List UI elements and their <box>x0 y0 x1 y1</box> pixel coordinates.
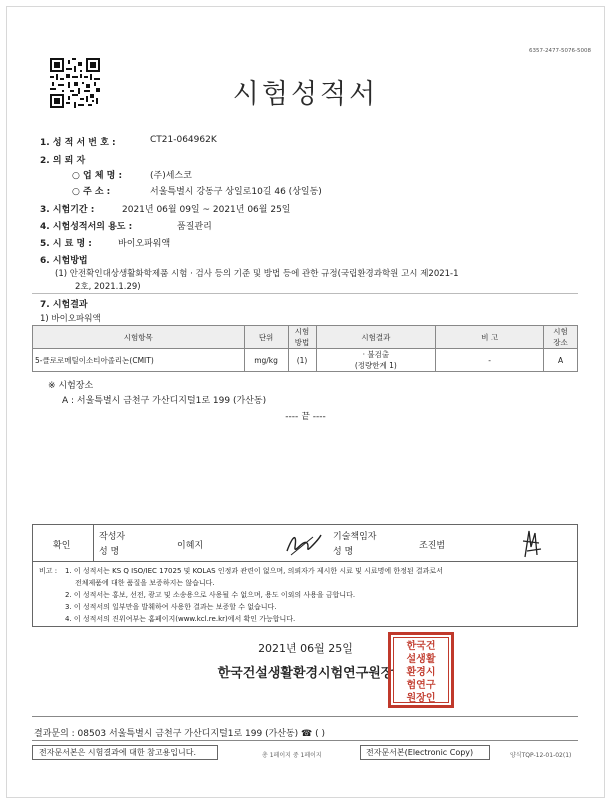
table-row <box>33 349 578 372</box>
sign-divider <box>93 525 94 561</box>
header-method-line2: 방법 <box>294 338 310 347</box>
writer-name: 이혜지 <box>177 541 204 551</box>
footer-page: 총 1페이지 중 1페이지 <box>262 752 322 759</box>
note-1a: 1. 이 성적서는 KS Q ISO/IEC 17025 및 KOLAS 인정과 관련이 없으며, 의뢰자가 제시한 시료 및 시료명에 한정된 결과로서 <box>65 567 443 575</box>
field-report-number-value: CT21-064962K <box>150 135 217 145</box>
notes-block <box>32 561 578 627</box>
seal-line-3: 환경시 <box>406 667 436 678</box>
tech-title: 기술책임자 <box>333 532 377 542</box>
official-seal <box>388 632 454 708</box>
signature-block <box>32 524 578 562</box>
header-remark: 비 고 <box>436 326 544 349</box>
field-results-sub: 1) 바이오파워액 <box>40 314 101 324</box>
field-sample-value: 바이오파워액 <box>118 239 171 249</box>
header-result: 시험결과 <box>316 326 436 349</box>
seal-line-5: 원장인 <box>406 693 436 704</box>
footer-divider-2 <box>32 740 578 741</box>
field-report-number-label: 1. 성 적 서 번 호 : <box>40 138 116 148</box>
field-method-line2: 2호, 2021.1.29) <box>75 282 141 292</box>
cell-unit: mg/kg <box>244 349 288 372</box>
field-company-value: (주)세스코 <box>150 171 192 181</box>
notes-label: 비고 : <box>39 567 58 575</box>
cell-result-line1: · 불검출 <box>362 350 390 359</box>
seal-line-2: 설생활 <box>406 654 436 665</box>
divider <box>32 293 578 294</box>
field-company-label: ○ 업 체 명 : <box>72 171 123 181</box>
writer-signature-icon <box>283 529 325 559</box>
document-code: 6357-2477-5076-5008 <box>529 48 591 54</box>
header-method <box>288 326 316 349</box>
cell-result-line2: (정량한계 1) <box>354 361 397 370</box>
issue-date: 2021년 06월 25일 <box>258 642 353 655</box>
footer-electronic-copy-box: 전자문서본(Electronic Copy) <box>360 745 490 760</box>
note-4: 4. 이 성적서의 진위여부는 홈페이지(www.kcl.re.kr)에서 확인 가능합니다. <box>65 615 296 623</box>
field-requester-label: 2. 의 뢰 자 <box>40 156 86 166</box>
place-note: ※ 시험장소 <box>48 381 94 391</box>
header-item: 시험항목 <box>33 326 245 349</box>
cell-item: 5-클로로메틸이소티아졸리논(CMIT) <box>33 349 245 372</box>
field-purpose-value: 품질관리 <box>177 222 212 232</box>
cell-remark: - <box>436 349 544 372</box>
document-title: 시험성적서 <box>232 79 379 110</box>
institute-name: 한국건설생활환경시험연구원장 <box>217 666 394 681</box>
field-period-value: 2021년 06월 09일 ~ 2021년 06월 25일 <box>122 205 291 215</box>
place-a: A : 서울특별시 금천구 가산디지털1로 199 (가산동) <box>62 396 267 406</box>
cell-place: A <box>544 349 578 372</box>
field-address-label: ○ 주 소 : <box>72 187 111 197</box>
field-address-value: 서울특별시 강동구 상일로10길 46 (상일동) <box>150 187 322 197</box>
header-unit: 단위 <box>244 326 288 349</box>
cell-method: (1) <box>288 349 316 372</box>
header-place <box>544 326 578 349</box>
field-period-label: 3. 시험기간 : <box>40 205 95 215</box>
note-3: 3. 이 성적서의 일부만을 발췌하여 사용한 결과는 보증할 수 없습니다. <box>65 603 277 611</box>
tech-name: 조진범 <box>419 541 446 551</box>
footer-form-code: 양식TQP-12-01-02(1) <box>510 752 572 759</box>
field-method-label: 6. 시험방법 <box>40 256 88 266</box>
results-table <box>32 325 578 372</box>
field-sample-label: 5. 시 료 명 : <box>40 239 92 249</box>
footer-notice-box: 전자문서본은 시험결과에 대한 참고용입니다. <box>32 745 218 760</box>
confirm-label: 확인 <box>53 541 71 551</box>
writer-name-label: 성 명 <box>99 547 120 557</box>
tech-name-label: 성 명 <box>333 547 354 557</box>
footer-divider <box>32 716 578 717</box>
tech-signature-icon <box>517 527 547 561</box>
field-purpose-label: 4. 시험성적서의 용도 : <box>40 222 133 232</box>
end-mark: ---- 끝 ---- <box>285 412 326 422</box>
note-2: 2. 이 성적서는 홍보, 선전, 광고 및 소송용으로 사용될 수 없으며, 용도 이외의 사용을 금합니다. <box>65 591 356 599</box>
field-results-label: 7. 시험결과 <box>40 300 88 310</box>
header-place-line2: 장소 <box>553 338 568 347</box>
field-method-line1: (1) 안전확인대상생활화학제품 시험 · 검사 등의 기준 및 방법 등에 관한 규정(국립환경과학원 고시 제2021-1 <box>55 269 459 279</box>
writer-title: 작성자 <box>99 532 126 542</box>
note-1b: 전체제품에 대한 품질을 보증하지는 않습니다. <box>75 579 215 587</box>
table-header-row <box>33 326 578 349</box>
footer-inquiry: 결과문의 : 08503 서울특별시 금천구 가산디지털1로 199 (가산동) ☎ ( ) <box>34 729 326 739</box>
header-place-line1: 시험 <box>553 327 568 336</box>
seal-line-1: 한국건 <box>406 641 436 652</box>
cell-result <box>316 349 436 372</box>
seal-text <box>391 640 451 705</box>
seal-line-4: 험연구 <box>406 680 436 691</box>
header-method-line1: 시험 <box>294 327 310 336</box>
